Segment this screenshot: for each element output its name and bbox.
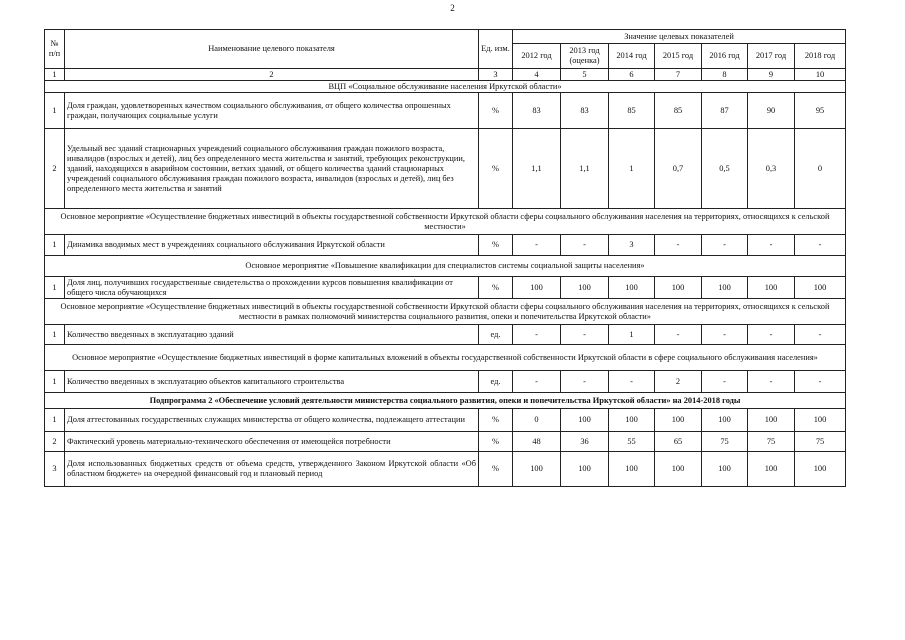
table-row <box>45 235 846 256</box>
header-year: 2017 год <box>748 44 795 69</box>
unit: % <box>479 93 513 129</box>
value-cell: 95 <box>795 93 846 129</box>
indicator-name: Доля граждан, удовлетворенных качеством социального обслуживания, от общего количества опрошенных граждан, получающих социальные услуги <box>65 93 479 129</box>
section-row <box>45 256 846 277</box>
value-cell: 75 <box>748 432 795 452</box>
value-cell: 100 <box>655 277 702 299</box>
unit: ед. <box>479 325 513 345</box>
value-cell: 48 <box>513 432 561 452</box>
table-row <box>45 129 846 209</box>
value-cell: - <box>609 371 655 393</box>
column-number: 1 <box>45 69 65 81</box>
header-year: 2015 год <box>655 44 702 69</box>
indicator-name: Количество введенных в эксплуатацию объектов капитального строительства <box>65 371 479 393</box>
column-number: 9 <box>748 69 795 81</box>
header-values-group: Значение целевых показателей <box>513 30 846 44</box>
value-cell: 0 <box>795 129 846 209</box>
value-cell: 0,5 <box>702 129 748 209</box>
value-cell: 2 <box>655 371 702 393</box>
value-cell: 55 <box>609 432 655 452</box>
row-number: 1 <box>45 325 65 345</box>
value-cell: - <box>513 325 561 345</box>
section-title: Основное мероприятие «Осуществление бюджетных инвестиций в объекты государственной собственности Иркутской области сферы социального обслуживания населения на территориях, относящихся к сельской местности» <box>45 209 846 235</box>
row-number: 2 <box>45 129 65 209</box>
value-cell: 1 <box>609 325 655 345</box>
indicator-name: Удельный вес зданий стационарных учреждений социального обслуживания граждан пожилого возраста, инвалидов (взрослых и детей), лиц без определенного места жительства и занятий, требующих реконструкции, зданий, находящихся в аварийном состоянии, ветхих зданий, от общего количества зданий стационарных учреждений социального обслуживания граждан пожилого возраста, инвалидов (взрослых и детей), лиц без определенного места жительства и занятий <box>65 129 479 209</box>
table-row <box>45 452 846 487</box>
row-number: 2 <box>45 432 65 452</box>
table-row <box>45 371 846 393</box>
header-name: Наименование целевого показателя <box>65 30 479 69</box>
value-cell: 0,3 <box>748 129 795 209</box>
value-cell: 100 <box>513 452 561 487</box>
row-number: 3 <box>45 452 65 487</box>
unit: % <box>479 235 513 256</box>
value-cell: - <box>795 235 846 256</box>
unit: % <box>479 277 513 299</box>
section-title: Основное мероприятие «Осуществление бюджетных инвестиций в объекты государственной собственности Иркутской области сферы социального обслуживания населения на территориях, относящихся к сельской местности в рамках полномочий министерства социального развития, опеки и попечительства Иркутской области» <box>45 299 846 325</box>
header-year: 2012 год <box>513 44 561 69</box>
unit: ед. <box>479 371 513 393</box>
value-cell: 0,7 <box>655 129 702 209</box>
header-year: 2014 год <box>609 44 655 69</box>
column-number: 5 <box>561 69 609 81</box>
section-row <box>45 209 846 235</box>
value-cell: 0 <box>513 409 561 432</box>
table-row <box>45 432 846 452</box>
value-cell: 100 <box>655 409 702 432</box>
row-number: 1 <box>45 235 65 256</box>
row-number: 1 <box>45 409 65 432</box>
target-indicators-table <box>44 29 846 487</box>
unit: % <box>479 409 513 432</box>
value-cell: 100 <box>609 409 655 432</box>
section-title: Основное мероприятие «Осуществление бюджетных инвестиций в форме капитальных вложений в объекты государственной собственности Иркутской области в сфере социального обслуживания населения» <box>45 345 846 371</box>
value-cell: - <box>748 235 795 256</box>
value-cell: 3 <box>609 235 655 256</box>
column-number-row <box>45 69 846 81</box>
value-cell: 100 <box>561 277 609 299</box>
value-cell: - <box>702 325 748 345</box>
value-cell: 100 <box>702 452 748 487</box>
section-row <box>45 81 846 93</box>
value-cell: 75 <box>795 432 846 452</box>
indicator-name: Доля использованных бюджетных средств от объема средств, утвержденного Законом Иркутской области «Об областном бюджете» на очередной финансовый год и плановый период <box>65 452 479 487</box>
header-unit: Ед. изм. <box>479 30 513 69</box>
value-cell: 100 <box>561 409 609 432</box>
section-title: ВЦП «Социальное обслуживание населения Иркутской области» <box>45 81 846 93</box>
table-row <box>45 277 846 299</box>
value-cell: 87 <box>702 93 748 129</box>
value-cell: 83 <box>513 93 561 129</box>
header-num: № п/п <box>45 30 65 69</box>
table-row <box>45 93 846 129</box>
value-cell: 100 <box>748 452 795 487</box>
value-cell: 90 <box>748 93 795 129</box>
unit: % <box>479 452 513 487</box>
section-row <box>45 299 846 325</box>
value-cell: 85 <box>609 93 655 129</box>
value-cell: 100 <box>561 452 609 487</box>
indicator-name: Фактический уровень материально-технического обеспечения от имеющейся потребности <box>65 432 479 452</box>
value-cell: 75 <box>702 432 748 452</box>
value-cell: 1 <box>609 129 655 209</box>
table-row <box>45 325 846 345</box>
value-cell: - <box>513 371 561 393</box>
header-year: 2018 год <box>795 44 846 69</box>
value-cell: - <box>795 325 846 345</box>
value-cell: - <box>561 325 609 345</box>
value-cell: - <box>702 235 748 256</box>
unit: % <box>479 432 513 452</box>
value-cell: 1,1 <box>513 129 561 209</box>
subprogram-row <box>45 393 846 409</box>
value-cell: 100 <box>795 452 846 487</box>
value-cell: 100 <box>513 277 561 299</box>
section-title: Основное мероприятие «Повышение квалификации для специалистов системы социальной защиты населения» <box>45 256 846 277</box>
value-cell: - <box>748 371 795 393</box>
value-cell: - <box>748 325 795 345</box>
value-cell: 100 <box>748 409 795 432</box>
value-cell: 100 <box>655 452 702 487</box>
value-cell: 1,1 <box>561 129 609 209</box>
value-cell: 100 <box>795 409 846 432</box>
header-year: 2016 год <box>702 44 748 69</box>
value-cell: 100 <box>609 277 655 299</box>
value-cell: 100 <box>702 409 748 432</box>
page-number: 2 <box>450 3 455 13</box>
value-cell: - <box>702 371 748 393</box>
header-year: 2013 год (оценка) <box>561 44 609 69</box>
value-cell: 65 <box>655 432 702 452</box>
value-cell: - <box>561 235 609 256</box>
column-number: 6 <box>609 69 655 81</box>
subprogram-title: Подпрограмма 2 «Обеспечение условий деятельности министерства социального развития, опеки и попечительства Иркутской области» на 2014-2018 годы <box>45 393 846 409</box>
indicator-name: Доля лиц, получивших государственные свидетельства о прохождении курсов повышения квалификации от общего числа обучающихся <box>65 277 479 299</box>
value-cell: 100 <box>702 277 748 299</box>
indicator-name: Доля аттестованных государственных служащих министерства от общего количества, подлежащего аттестации <box>65 409 479 432</box>
value-cell: 100 <box>609 452 655 487</box>
unit: % <box>479 129 513 209</box>
value-cell: - <box>513 235 561 256</box>
value-cell: - <box>655 235 702 256</box>
row-number: 1 <box>45 277 65 299</box>
column-number: 2 <box>65 69 479 81</box>
section-row <box>45 345 846 371</box>
value-cell: - <box>795 371 846 393</box>
column-number: 10 <box>795 69 846 81</box>
value-cell: 83 <box>561 93 609 129</box>
value-cell: - <box>655 325 702 345</box>
value-cell: - <box>561 371 609 393</box>
column-number: 4 <box>513 69 561 81</box>
column-number: 8 <box>702 69 748 81</box>
column-number: 7 <box>655 69 702 81</box>
column-number: 3 <box>479 69 513 81</box>
value-cell: 36 <box>561 432 609 452</box>
indicator-name: Количество введенных в эксплуатацию зданий <box>65 325 479 345</box>
row-number: 1 <box>45 371 65 393</box>
row-number: 1 <box>45 93 65 129</box>
value-cell: 100 <box>795 277 846 299</box>
table-row <box>45 409 846 432</box>
value-cell: 100 <box>748 277 795 299</box>
indicator-name: Динамика вводимых мест в учреждениях социального обслуживания Иркутской области <box>65 235 479 256</box>
value-cell: 85 <box>655 93 702 129</box>
